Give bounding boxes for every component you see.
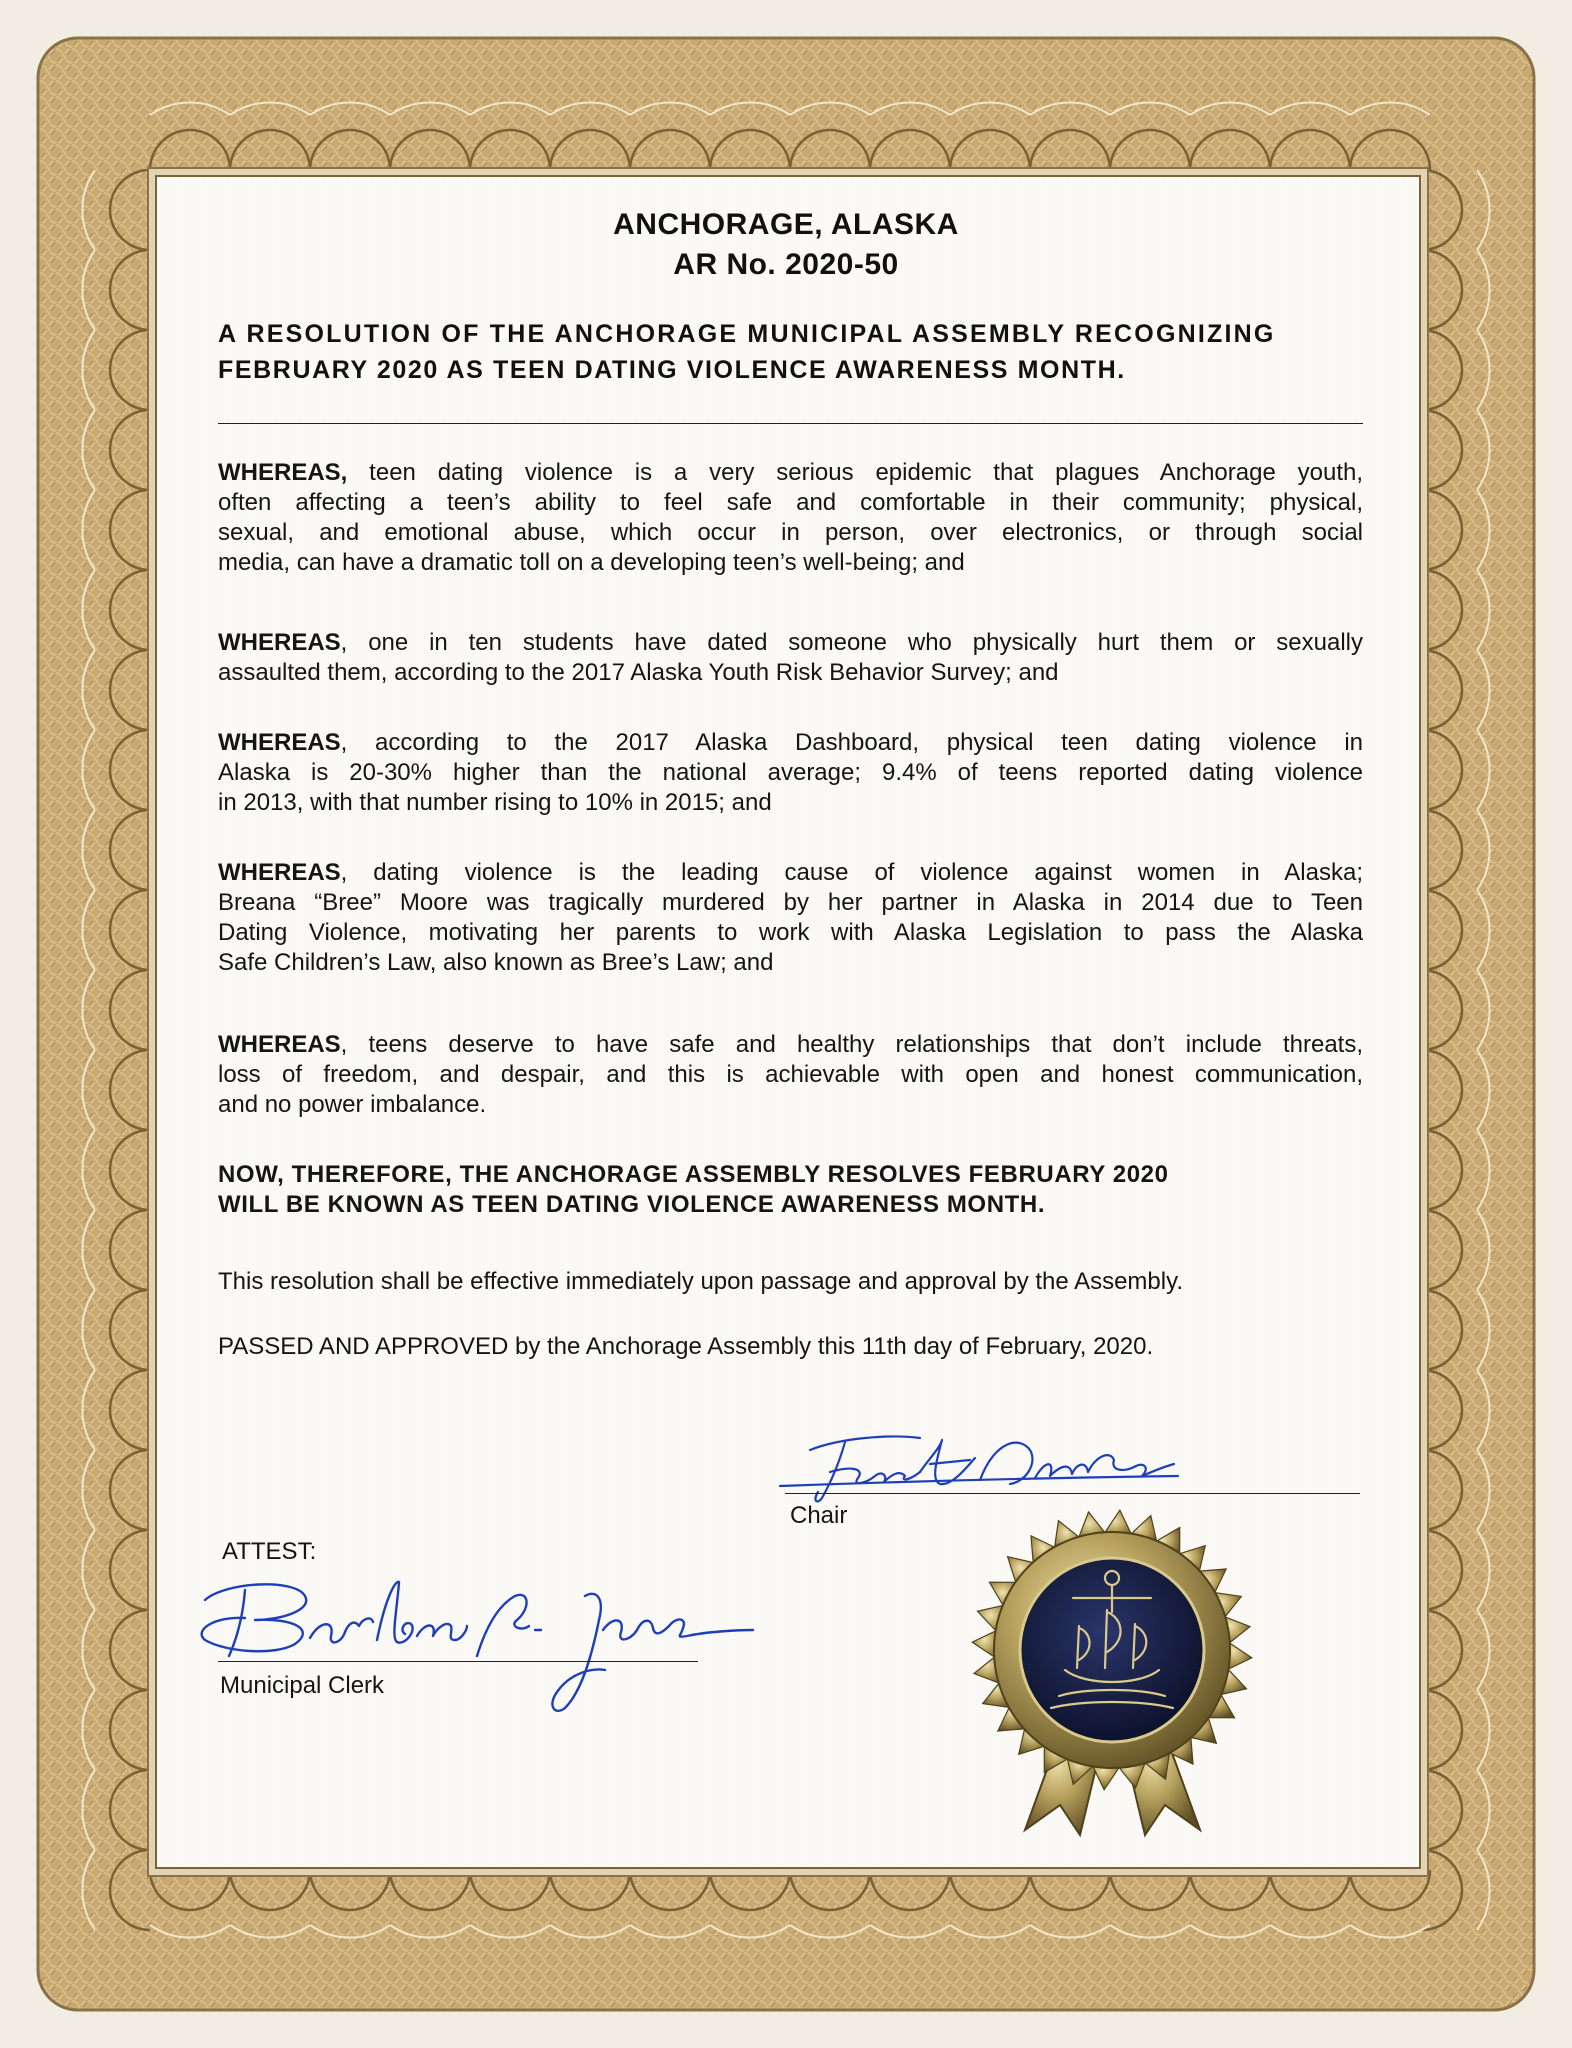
whereas-lead: WHEREAS, <box>218 459 348 486</box>
whereas-lead: WHEREAS <box>218 859 341 886</box>
effective-text: This resolution shall be effective immediately upon passage and approval by the Assembly. <box>218 1268 1183 1295</box>
passed-statement <box>218 1332 1363 1362</box>
whereas-text: Breana “Bree” Moore was tragically murdered by her partner in Alaska in 2014 due to Teen <box>218 889 1363 916</box>
clerk-label: Municipal Clerk <box>220 1672 385 1699</box>
city-heading: ANCHORAGE, ALASKA <box>613 208 959 241</box>
whereas-text: , dating violence is the leading cause of violence against women in Alaska; <box>340 859 1363 886</box>
title-divider <box>218 423 1363 424</box>
chair-signature-line <box>785 1493 1360 1494</box>
passed-text: PASSED AND APPROVED by the Anchorage Assembly this 11th day of February, 2020. <box>218 1333 1154 1360</box>
attest-label: ATTEST: <box>222 1538 317 1565</box>
chair-signature <box>770 1420 1190 1510</box>
whereas-lead: WHEREAS <box>218 629 341 656</box>
whereas-text: loss of freedom, and despair, and this is achievable with open and honest communication, <box>218 1061 1363 1088</box>
whereas-text: Alaska is 20-30% higher than the national average; 9.4% of teens reported dating violence <box>218 759 1363 786</box>
whereas-paragraph <box>218 1030 1363 1120</box>
resolved-line-2: WILL BE KNOWN AS TEEN DATING VIOLENCE AWARENESS MONTH. <box>218 1191 1046 1218</box>
whereas-text: , according to the 2017 Alaska Dashboard, physical teen dating violence in <box>340 729 1363 756</box>
clerk-signature-line <box>218 1661 698 1662</box>
resolution-title-line-2: FEBRUARY 2020 AS TEEN DATING VIOLENCE AWARENESS MONTH. <box>218 356 1126 384</box>
resolved-line-1: NOW, THEREFORE, THE ANCHORAGE ASSEMBLY RESOLVES FEBRUARY 2020 <box>218 1161 1169 1188</box>
effective-statement <box>218 1267 1363 1297</box>
whereas-text: , teens deserve to have safe and healthy relationships that don’t include threats, <box>340 1031 1363 1058</box>
whereas-text: , one in ten students have dated someone who physically hurt them or sexually <box>340 629 1363 656</box>
resolution-number: AR No. 2020-50 <box>673 248 899 281</box>
whereas-paragraph <box>218 728 1363 818</box>
whereas-text: often affecting a teen’s ability to feel safe and comfortable in their community; physical, <box>218 489 1363 516</box>
whereas-paragraph <box>218 858 1363 978</box>
whereas-text: Dating Violence, motivating her parents to work with Alaska Legislation to pass the Alaska <box>218 919 1363 946</box>
whereas-text: and no power imbalance. <box>218 1091 487 1118</box>
whereas-paragraph <box>218 628 1363 688</box>
chair-label: Chair <box>790 1502 848 1529</box>
whereas-text: assaulted them, according to the 2017 Alaska Youth Risk Behavior Survey; and <box>218 659 1059 686</box>
whereas-text: sexual, and emotional abuse, which occur in person, over electronics, or through social <box>218 519 1363 546</box>
whereas-lead: WHEREAS <box>218 729 341 756</box>
whereas-text: media, can have a dramatic toll on a developing teen’s well-being; and <box>218 549 965 576</box>
resolution-title-line-1: A RESOLUTION OF THE ANCHORAGE MUNICIPAL ASSEMBLY RECOGNIZING <box>218 320 1276 348</box>
whereas-text: Safe Children’s Law, also known as Bree’s Law; and <box>218 949 774 976</box>
whereas-lead: WHEREAS <box>218 1031 341 1058</box>
municipal-seal <box>955 1500 1270 1840</box>
whereas-text: teen dating violence is a very serious epidemic that plagues Anchorage youth, <box>369 459 1363 486</box>
whereas-text: in 2013, with that number rising to 10% in 2015; and <box>218 789 772 816</box>
resolved-clause <box>218 1160 1363 1220</box>
whereas-paragraph <box>218 458 1363 578</box>
